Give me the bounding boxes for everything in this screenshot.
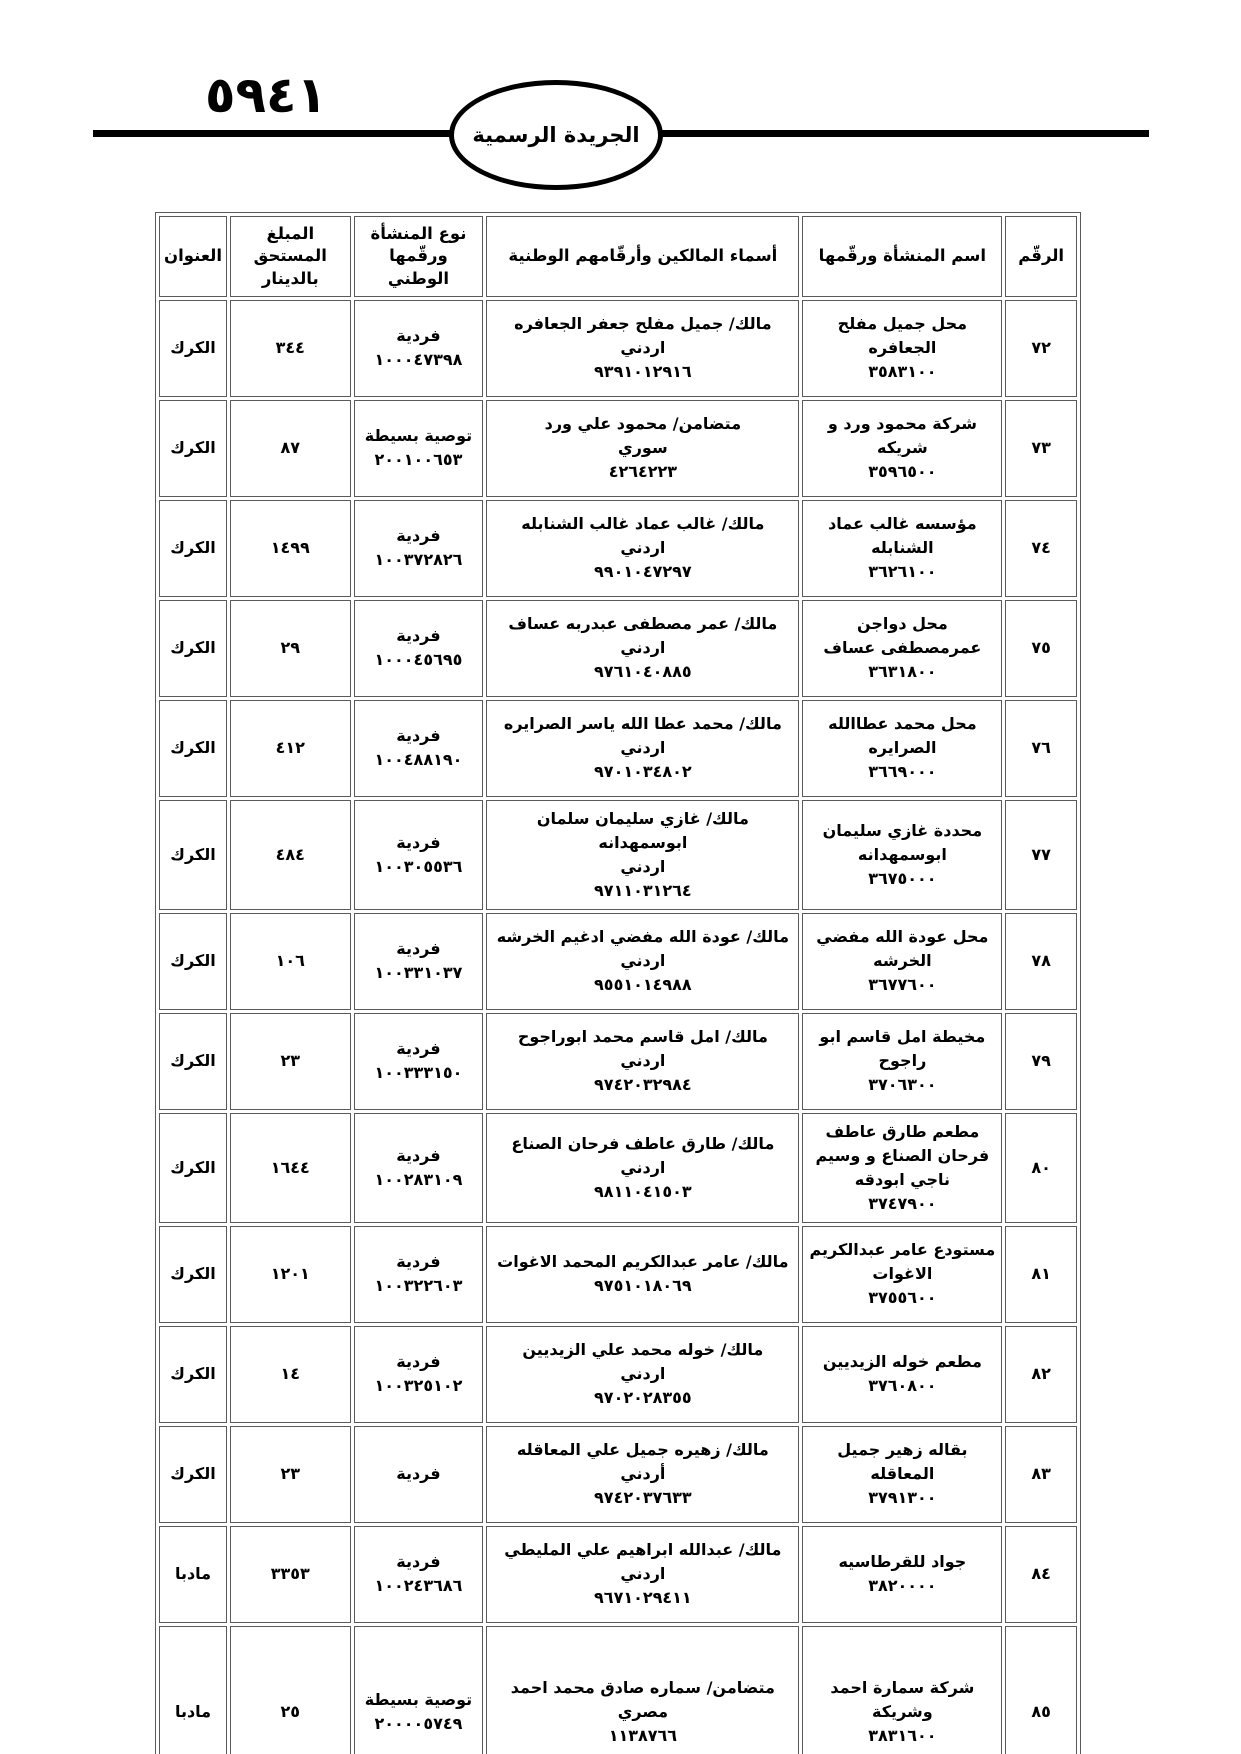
cell-address: الكرك [159,1013,227,1110]
cell-address: الكرك [159,1226,227,1323]
cell-address: الكرك [159,1326,227,1423]
gazette-title-badge [449,80,663,190]
cell-est-name: محل دواجن عمرمصطفى عساف ٣٦٣١٨٠٠ [802,600,1002,697]
cell-est-name: مطعم طارق عاطف فرحان الصناع و وسيم ناجي ابودقه ٣٧٤٧٩٠٠ [802,1113,1002,1223]
cell-owners: مالك/ غالب عماد غالب الشنابله اردني ٩٩٠١٠٤٧٢٩٧ [486,500,799,597]
cell-amount: ٣٤٤ [230,300,351,397]
col-header-est-name: اسم المنشأة ورقّمها [802,216,1002,297]
cell-est-type: فردية ١٠٠٢٤٣٦٨٦ [354,1526,484,1623]
cell-amount: ١٢٠١ [230,1226,351,1323]
cell-est-type: فردية ١٠٠٠٤٥٦٩٥ [354,600,484,697]
cell-est-type: فردية ١٠٠٤٨٨١٩٠ [354,700,484,797]
cell-est-name: مستودع عامر عبدالكريم الاغوات ٣٧٥٥٦٠٠ [802,1226,1002,1323]
cell-est-name: شركة سمارة احمد وشريكة ٣٨٣١٦٠٠ [802,1626,1002,1754]
cell-est-type: فردية ١٠٠٣٣٣١٥٠ [354,1013,484,1110]
table-row [159,300,1077,397]
establishments-table [155,212,1081,1754]
cell-owners: مالك/ غازي سليمان سلمان ابوسمهدانه اردني ٩٧١١٠٣١٢٦٤ [486,800,799,910]
cell-est-name: شركة محمود ورد و شريكه ٣٥٩٦٥٠٠ [802,400,1002,497]
cell-est-name: مؤسسه غالب عماد الشنابله ٣٦٢٦١٠٠ [802,500,1002,597]
cell-est-name: مطعم خوله الزيديين ٣٧٦٠٨٠٠ [802,1326,1002,1423]
col-header-est-type: نوع المنشأة ورقّمها الوطني [354,216,484,297]
table-row [159,800,1077,910]
cell-address: الكرك [159,300,227,397]
gazette-title: الجريدة الرسمية [472,123,640,147]
cell-owners: مالك/ خوله محمد علي الزيديين اردني ٩٧٠٢٠٢٨٣٥٥ [486,1326,799,1423]
cell-est-name: محل جميل مفلح الجعافره ٣٥٨٣١٠٠ [802,300,1002,397]
cell-amount: ١٤٩٩ [230,500,351,597]
cell-est-type: فردية ١٠٠٢٨٣١٠٩ [354,1113,484,1223]
table-row [159,1526,1077,1623]
cell-row-no: ٧٤ [1005,500,1077,597]
cell-row-no: ٧٧ [1005,800,1077,910]
cell-row-no: ٧٢ [1005,300,1077,397]
cell-owners: مالك/ جميل مفلح جعفر الجعافره اردني ٩٣٩١٠١٢٩١٦ [486,300,799,397]
table-row [159,913,1077,1010]
cell-est-type: فردية ١٠٠٣٣١٠٣٧ [354,913,484,1010]
col-header-owners: أسماء المالكين وأرقّامهم الوطنية [486,216,799,297]
cell-row-no: ٨٠ [1005,1113,1077,1223]
cell-est-type: فردية ١٠٠٣٢٥١٠٢ [354,1326,484,1423]
cell-address: مادبا [159,1626,227,1754]
table-row [159,1226,1077,1323]
cell-owners: مالك/ عامر عبدالكريم المحمد الاغوات ٩٧٥١٠١٨٠٦٩ [486,1226,799,1323]
cell-owners: مالك/ زهيره جميل علي المعاقله أردني ٩٧٤٢٠٣٧٦٣٣ [486,1426,799,1523]
cell-est-type: فردية ١٠٠٠٤٧٣٩٨ [354,300,484,397]
cell-owners: مالك/ طارق عاطف فرحان الصناع اردني ٩٨١١٠٤١٥٠٣ [486,1113,799,1223]
table-row [159,1326,1077,1423]
cell-row-no: ٧٨ [1005,913,1077,1010]
cell-amount: ٣٣٥٣ [230,1526,351,1623]
cell-address: الكرك [159,500,227,597]
cell-row-no: ٨٣ [1005,1426,1077,1523]
cell-owners: مالك/ عمر مصطفى عبدربه عساف اردني ٩٧٦١٠٤٠٨٨٥ [486,600,799,697]
table-row [159,700,1077,797]
col-header-address: العنوان [159,216,227,297]
cell-est-type: فردية ١٠٠٣٧٢٨٢٦ [354,500,484,597]
cell-est-type: توصية بسيطة ٢٠٠٠٠٥٧٤٩ [354,1626,484,1754]
cell-est-type: فردية ١٠٠٣٠٥٥٣٦ [354,800,484,910]
cell-address: الكرك [159,1113,227,1223]
cell-address: الكرك [159,600,227,697]
cell-est-type: فردية [354,1426,484,1523]
cell-row-no: ٨٥ [1005,1626,1077,1754]
cell-owners: متضامن/ محمود علي ورد سوري ٤٢٦٤٢٢٣ [486,400,799,497]
cell-amount: ٤٨٤ [230,800,351,910]
page-number: ٥٩٤١ [205,66,328,124]
table-row [159,1626,1077,1754]
establishments-table-wrap [155,212,1081,1754]
cell-row-no: ٧٥ [1005,600,1077,697]
cell-amount: ٢٣ [230,1426,351,1523]
cell-row-no: ٨٢ [1005,1326,1077,1423]
table-row [159,400,1077,497]
cell-owners: مالك/ عودة الله مفضي ادغيم الخرشه اردني ٩٥٥١٠١٤٩٨٨ [486,913,799,1010]
cell-amount: ٤١٢ [230,700,351,797]
cell-row-no: ٨١ [1005,1226,1077,1323]
table-row [159,1113,1077,1223]
cell-owners: مالك/ محمد عطا الله ياسر الصرايره اردني ٩٧٠١٠٣٤٨٠٢ [486,700,799,797]
table-row [159,500,1077,597]
cell-owners: مالك/ امل قاسم محمد ابوراجوح اردني ٩٧٤٢٠٣٢٩٨٤ [486,1013,799,1110]
col-header-amount: المبلغ المستحق بالدينار [230,216,351,297]
cell-row-no: ٧٦ [1005,700,1077,797]
cell-est-name: محددة غازي سليمان ابوسمهدانه ٣٦٧٥٠٠٠ [802,800,1002,910]
cell-amount: ١٤ [230,1326,351,1423]
cell-amount: ٢٣ [230,1013,351,1110]
cell-est-name: جواد للقرطاسيه ٣٨٢٠٠٠٠ [802,1526,1002,1623]
cell-amount: ٢٩ [230,600,351,697]
table-row [159,600,1077,697]
cell-address: الكرك [159,1426,227,1523]
cell-est-type: توصية بسيطة ٢٠٠١٠٠٦٥٣ [354,400,484,497]
cell-row-no: ٧٣ [1005,400,1077,497]
cell-amount: ٨٧ [230,400,351,497]
table-row [159,1013,1077,1110]
cell-amount: ٢٥ [230,1626,351,1754]
table-body [159,300,1077,1754]
cell-address: الكرك [159,400,227,497]
table-row [159,1426,1077,1523]
cell-amount: ١٦٤٤ [230,1113,351,1223]
table-header-row [159,216,1077,297]
cell-address: الكرك [159,700,227,797]
cell-owners: متضامن/ سماره صادق محمد احمد مصري ١١٣٨٧٦٦ [486,1626,799,1754]
cell-address: مادبا [159,1526,227,1623]
col-header-row-no: الرقّم [1005,216,1077,297]
cell-owners: مالك/ عبدالله ابراهيم علي المليطي اردني ٩٦٧١٠٢٩٤١١ [486,1526,799,1623]
cell-est-name: بقاله زهير جميل المعاقله ٣٧٩١٣٠٠ [802,1426,1002,1523]
cell-est-type: فردية ١٠٠٣٢٢٦٠٣ [354,1226,484,1323]
cell-amount: ١٠٦ [230,913,351,1010]
cell-row-no: ٧٩ [1005,1013,1077,1110]
cell-est-name: محل محمد عطاالله الصرايره ٣٦٦٩٠٠٠ [802,700,1002,797]
cell-address: الكرك [159,913,227,1010]
cell-address: الكرك [159,800,227,910]
cell-row-no: ٨٤ [1005,1526,1077,1623]
cell-est-name: محل عودة الله مفضي الخرشه ٣٦٧٧٦٠٠ [802,913,1002,1010]
cell-est-name: مخيطة امل قاسم ابو راجوح ٣٧٠٦٣٠٠ [802,1013,1002,1110]
